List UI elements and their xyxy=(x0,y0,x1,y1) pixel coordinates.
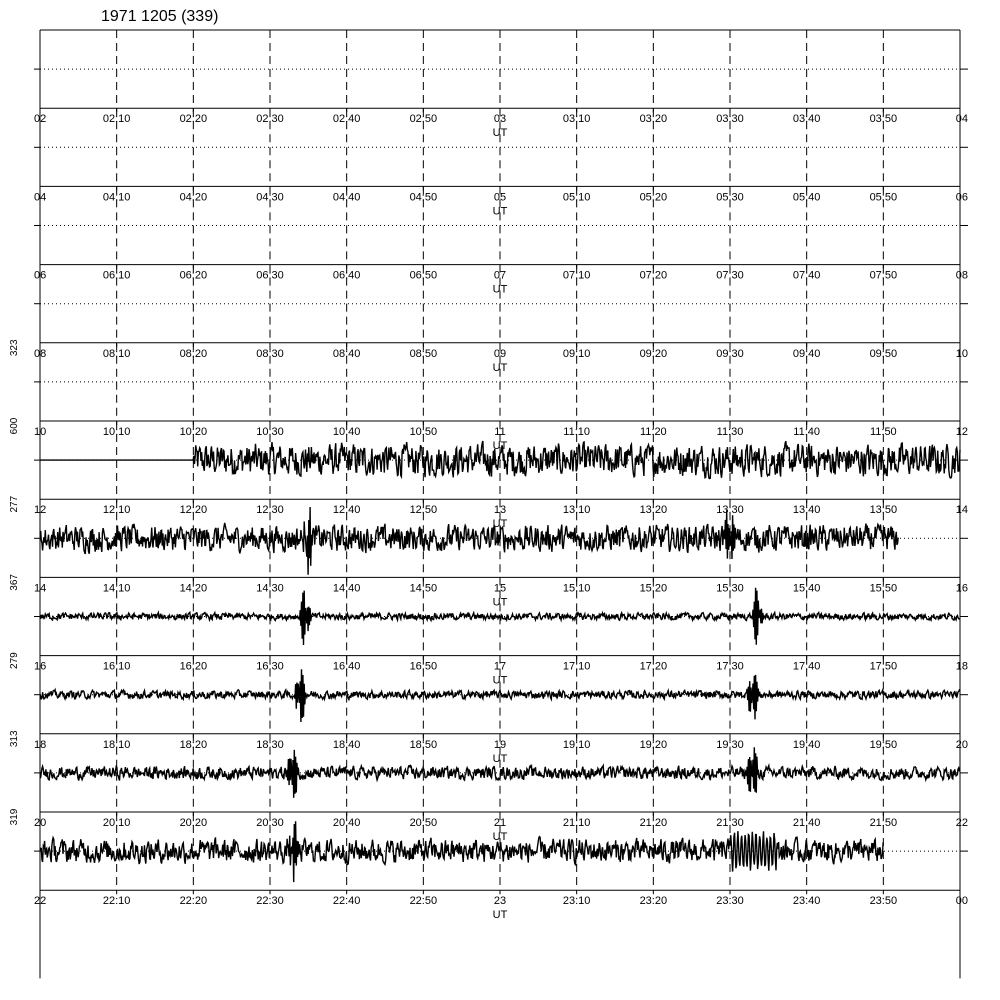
tick-label: 12:50 xyxy=(409,504,438,517)
tick-label: 21:50 xyxy=(869,817,898,829)
tick-label: 17 xyxy=(493,660,507,673)
tick-label: 13:20 xyxy=(639,504,668,517)
tick-label: 13:30 xyxy=(716,504,744,517)
row-08 xyxy=(9,339,968,421)
tick-label: 14 xyxy=(34,582,47,595)
row-00 xyxy=(34,30,968,108)
tick-label: 12:40 xyxy=(332,504,361,517)
tick-label: 21:10 xyxy=(562,817,591,829)
tick-label: 13:10 xyxy=(562,504,591,517)
tick-label: 08:10 xyxy=(102,347,131,360)
tick-label: 14:20 xyxy=(179,582,208,595)
tick-row-02 xyxy=(34,108,968,139)
tick-label: 18:10 xyxy=(102,738,131,751)
x-axis-label: UT xyxy=(492,909,508,922)
tick-label: 16:40 xyxy=(332,660,361,673)
rows-layer xyxy=(9,30,968,978)
tick-label: 02:20 xyxy=(179,113,208,126)
tick-label: 05:50 xyxy=(869,191,898,204)
tick-label: 06:20 xyxy=(179,269,208,282)
tick-label: 02:50 xyxy=(409,113,438,126)
tick-label: 08:50 xyxy=(409,347,438,360)
row-10 xyxy=(9,417,968,499)
tick-label: 06:10 xyxy=(102,269,131,282)
tick-label: 19:40 xyxy=(792,738,821,751)
tick-label: 15 xyxy=(493,582,507,595)
signal-trace xyxy=(40,507,898,575)
tick-label: 20:30 xyxy=(256,817,284,829)
tick-label: 03 xyxy=(493,113,507,126)
tick-label: 21:20 xyxy=(639,817,668,829)
tick-row-06 xyxy=(34,265,968,296)
tick-label: 05:10 xyxy=(562,191,591,204)
tick-label: 23:40 xyxy=(792,895,821,908)
tick-label: 10 xyxy=(34,426,47,438)
tick-label: 23:50 xyxy=(869,895,898,908)
tick-label: 08:40 xyxy=(332,347,361,360)
tick-label: 19:20 xyxy=(639,738,668,751)
tick-label: 09:10 xyxy=(562,347,591,360)
tick-label: 09:40 xyxy=(792,347,821,360)
tick-label: 12:10 xyxy=(102,504,131,517)
tick-label: 20:20 xyxy=(179,817,208,829)
tick-label: 15:40 xyxy=(792,582,821,595)
tick-label: 10:10 xyxy=(102,426,131,438)
tick-label: 22:20 xyxy=(179,895,208,908)
x-axis-label: UT xyxy=(492,674,508,687)
tick-label: 18:40 xyxy=(332,738,361,751)
tick-label: 19:30 xyxy=(716,738,744,751)
tick-label: 04:50 xyxy=(409,191,438,204)
tick-label: 15:10 xyxy=(562,582,591,595)
tick-label: 11:20 xyxy=(639,426,667,438)
tick-label: 14:40 xyxy=(332,582,361,595)
tick-label: 17:40 xyxy=(792,660,821,673)
tick-label: 14:30 xyxy=(256,582,284,595)
tick-label: 22 xyxy=(955,817,968,829)
side-label: 279 xyxy=(9,652,20,669)
tick-label: 06:30 xyxy=(256,269,284,282)
tick-label: 18:30 xyxy=(256,738,284,751)
tick-label: 17:10 xyxy=(562,660,591,673)
tick-label: 07:30 xyxy=(716,269,744,282)
tick-label: 05:30 xyxy=(716,191,744,204)
x-axis-label: UT xyxy=(492,361,508,374)
tick-label: 22:30 xyxy=(256,895,284,908)
tick-label: 20:10 xyxy=(102,817,131,829)
tick-label: 18:50 xyxy=(409,738,438,751)
tick-label: 10:30 xyxy=(256,426,284,438)
tick-label: 05:20 xyxy=(639,191,668,204)
side-label: 319 xyxy=(9,808,20,826)
tick-row-18 xyxy=(34,734,968,765)
row-14 xyxy=(9,574,968,656)
tick-label: 14 xyxy=(955,504,968,517)
tick-label: 20:50 xyxy=(409,817,438,829)
tick-label: 20 xyxy=(34,817,47,829)
tick-label: 22:50 xyxy=(409,895,438,908)
tick-label: 16:20 xyxy=(179,660,208,673)
tick-label: 12 xyxy=(955,426,968,438)
tick-label: 08 xyxy=(34,347,47,360)
tick-label: 04:20 xyxy=(179,191,208,204)
x-axis-label: UT xyxy=(492,127,508,140)
tick-label: 22 xyxy=(34,895,47,908)
tick-label: 20:40 xyxy=(332,817,361,829)
tick-label: 22:40 xyxy=(332,895,361,908)
tick-label: 11:30 xyxy=(716,426,744,438)
tick-label: 06:40 xyxy=(332,269,361,282)
tick-label: 16:50 xyxy=(409,660,438,673)
tick-label: 16 xyxy=(34,660,47,673)
tick-label: 21:40 xyxy=(792,817,821,829)
tick-label: 08:20 xyxy=(179,347,208,360)
chart-title: 1971 1205 (339) xyxy=(101,8,219,25)
tick-label: 07:40 xyxy=(792,269,821,282)
tick-label: 11:10 xyxy=(563,426,591,438)
tick-label: 14:10 xyxy=(102,582,131,595)
tick-label: 15:30 xyxy=(716,582,744,595)
tick-label: 16:10 xyxy=(102,660,131,673)
tick-label: 15:50 xyxy=(869,582,898,595)
tick-label: 04:10 xyxy=(102,191,131,204)
tick-label: 11:50 xyxy=(869,426,897,438)
tick-label: 16:30 xyxy=(256,660,284,673)
tick-label: 12:20 xyxy=(179,504,208,517)
tick-label: 13:50 xyxy=(869,504,898,517)
tick-label: 07:50 xyxy=(869,269,898,282)
tick-label: 03:20 xyxy=(639,113,668,126)
tick-label: 11:40 xyxy=(793,426,821,438)
tick-label: 02:40 xyxy=(332,113,361,126)
tick-label: 08:30 xyxy=(256,347,284,360)
tick-label: 17:50 xyxy=(869,660,898,673)
tick-label: 07 xyxy=(493,269,507,282)
tick-row-22 xyxy=(34,890,968,921)
tick-label: 10 xyxy=(955,347,968,360)
tick-label: 23:10 xyxy=(562,895,591,908)
tick-row-08 xyxy=(34,343,968,374)
side-label: 600 xyxy=(9,417,20,435)
tick-label: 18:20 xyxy=(179,738,208,751)
tick-label: 10:20 xyxy=(179,426,208,438)
tick-label: 03:40 xyxy=(792,113,821,126)
tick-label: 22:10 xyxy=(102,895,131,908)
tick-label: 08 xyxy=(955,269,968,282)
tick-row-14 xyxy=(34,577,968,608)
tick-label: 13 xyxy=(493,504,507,517)
tick-label: 12:30 xyxy=(256,504,284,517)
tick-label: 03:30 xyxy=(716,113,744,126)
tick-label: 06:50 xyxy=(409,269,438,282)
tick-label: 05 xyxy=(493,191,507,204)
tick-label: 09:50 xyxy=(869,347,898,360)
row-18 xyxy=(9,730,968,812)
tick-label: 03:10 xyxy=(562,113,591,126)
tick-row-10 xyxy=(34,421,968,452)
tick-label: 14:50 xyxy=(409,582,438,595)
tick-label: 13:40 xyxy=(792,504,821,517)
tick-row-12 xyxy=(34,499,968,530)
side-label: 277 xyxy=(9,495,20,513)
tick-label: 11 xyxy=(494,426,506,438)
tick-label: 19 xyxy=(493,738,507,751)
row-12 xyxy=(9,495,968,577)
tick-row-04 xyxy=(34,186,968,217)
tick-label: 16 xyxy=(955,582,968,595)
tick-label: 17:30 xyxy=(716,660,744,673)
tick-label: 06 xyxy=(955,191,968,204)
tick-label: 15:20 xyxy=(639,582,668,595)
tick-label: 07:10 xyxy=(562,269,591,282)
tick-label: 18 xyxy=(34,738,47,751)
tick-label: 09:30 xyxy=(716,347,744,360)
tick-label: 21:30 xyxy=(716,817,744,829)
tick-label: 02 xyxy=(34,113,47,126)
x-axis-label: UT xyxy=(492,440,508,452)
tick-label: 04 xyxy=(34,191,47,204)
tick-label: 18 xyxy=(955,660,968,673)
tick-label: 07:20 xyxy=(639,269,668,282)
tick-row-16 xyxy=(34,656,968,687)
tick-label: 23 xyxy=(493,895,507,908)
x-axis-label: UT xyxy=(492,205,508,218)
tick-label: 02:10 xyxy=(102,113,131,126)
x-axis-label: UT xyxy=(492,596,508,609)
tick-label: 19:10 xyxy=(562,738,591,751)
tick-label: 03:50 xyxy=(869,113,898,126)
x-axis-label: UT xyxy=(492,283,508,296)
tick-label: 10:40 xyxy=(332,426,361,438)
tick-label: 06 xyxy=(34,269,47,282)
tick-label: 21 xyxy=(493,817,507,829)
x-axis-label: UT xyxy=(492,518,508,531)
side-label: 323 xyxy=(9,339,20,357)
tick-label: 09:20 xyxy=(639,347,668,360)
tick-label: 05:40 xyxy=(792,191,821,204)
side-label: 367 xyxy=(9,574,20,591)
tick-label: 00 xyxy=(955,895,968,908)
tick-label: 23:30 xyxy=(716,895,744,908)
side-label: 313 xyxy=(9,730,20,748)
tick-label: 04:40 xyxy=(332,191,361,204)
row-16 xyxy=(9,652,968,734)
tick-label: 04 xyxy=(955,113,968,126)
signal-trace xyxy=(40,821,883,882)
tick-label: 19:50 xyxy=(869,738,898,751)
tick-label: 12 xyxy=(34,504,47,517)
tick-label: 04:30 xyxy=(256,191,284,204)
tick-label: 23:20 xyxy=(639,895,668,908)
tick-row-20 xyxy=(34,812,968,843)
tick-label: 10:50 xyxy=(409,426,438,438)
tick-label: 17:20 xyxy=(639,660,668,673)
tick-label: 20 xyxy=(955,738,968,751)
tick-label: 09 xyxy=(493,347,507,360)
row-20 xyxy=(9,808,968,890)
x-axis-label: UT xyxy=(492,831,508,843)
tick-label: 02:30 xyxy=(256,113,284,126)
x-axis-label: UT xyxy=(492,752,508,765)
